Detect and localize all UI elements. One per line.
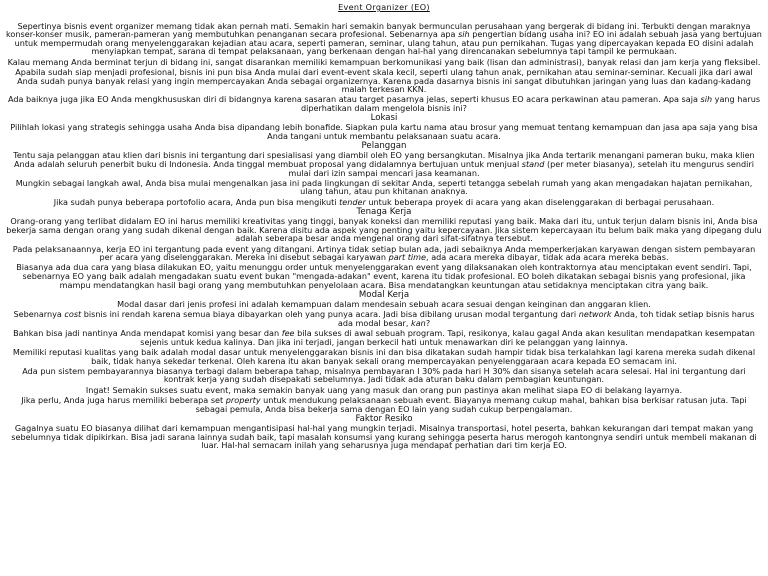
- section-heading: Modal Kerja: [358, 289, 410, 300]
- paragraph-text: Memiliki reputasi kualitas yang baik adalah modal dasar untuk menyelenggarakan bisnis ini dan bisa dikatakan sudah hampir tidak bisa terkalahkan lagi karena mereka sudah dikenal baik, tidak hanya sekedar terkenal. Oleh karena itu akan banyak sekali orang mempercayakan penyelenggaraan acara kepada EO semacam ini.: [12, 347, 756, 366]
- italic-term: network: [578, 309, 612, 320]
- paragraph: [6, 95, 762, 112]
- paragraph: [6, 424, 762, 450]
- paragraph-text: Ingat! Semakin sukses suatu event, maka semakin banyak uang yang masuk dan orang pun pastinya akan melihat siapa EO di belakang layarnya.: [85, 384, 683, 395]
- paragraph: [6, 217, 762, 243]
- paragraph-text: Anda, toh tidak setiap bisnis harus ada modal besar,: [337, 309, 755, 328]
- paragraph: [6, 22, 762, 56]
- paragraph-text: Apabila sudah siap menjadi profesional, bisnis ini pun bisa Anda mulai dari event-event skala kecil, seperti ulang tahun anak, pernikahan atau seminar-seminar. Kecuali jika dari awal Anda sudah punya banyak relasi yang ingin mempercayakan Anda sebagai organizernya. Karena pada dasarnya bisnis ini sangat dibutuhkan jaringan yang luas dan kadang-kadang malah terkesan KKN.: [15, 66, 753, 95]
- paragraph-text: Gagalnya suatu EO biasanya dilihat dari kemampuan mengantisipasi hal-hal yang mungkin terjadi. Misalnya transportasi, hotel peserta, bahkan kekurangan dari tempat makan yang sebelumnya tidak dipikirkan. Bisa jadi sarana lainnya sudah baik, tapi masalah konsumsi yang kurang sehingga peserta harus merogoh kantongnya sendiri untuk membeli makanan di luar. Hal-hal semacam inilah yang seharusnya juga mendapat perhatian dari tim kerja EO.: [11, 423, 757, 451]
- paragraph-text: untuk beberapa proyek di acara yang akan diselenggarakan di berbagai perusahaan.: [365, 196, 715, 207]
- paragraph: [6, 329, 762, 346]
- paragraph: [6, 300, 762, 309]
- paragraph-text: Pilihlah lokasi yang strategis sehingga usaha Anda bisa dipandang lebih bonafide. Siapkan pula kartu nama atau brosur yang memuat tentang kemampuan dan jasa apa saja yang bisa Anda tangani untuk membantu pelaksanaan suatu acara.: [10, 122, 758, 141]
- italic-term: sih: [700, 94, 713, 105]
- paragraph-text: Modal dasar dari jenis profesi ini adalah kemampuan dalam mendesain sebuah acara sesuai dengan keinginan dan anggaran klien.: [117, 298, 651, 309]
- paragraph-text: ?: [425, 317, 431, 328]
- paragraph: [6, 123, 762, 140]
- paragraph-text: , ada acara mereka dibayar, tidak ada acara mereka bebas.: [426, 252, 669, 263]
- paragraph: [6, 263, 762, 289]
- paragraph: [6, 245, 762, 262]
- paragraph: [6, 58, 762, 67]
- paragraph-text: (per meter biasanya), setelah itu mengurus sendiri mulai dari izin sampai mencari jasa keamanan.: [288, 158, 754, 178]
- paragraph-text: Sebenarnya: [13, 309, 65, 320]
- paragraph-text: Pada pelaksanaannya, kerja EO ini tergantung pada event yang ditangani. Artinya tidak setiap bulan ada, jadi sebaiknya Anda memperkerjakan karyawan dengan sistem pembayaran per acara yang diselenggarakan. Mereka ini disebut sebagai karyawan: [12, 243, 756, 263]
- italic-term: stand: [521, 158, 545, 169]
- italic-term: kan: [411, 317, 426, 328]
- italic-term: part time: [388, 252, 427, 263]
- italic-term: property: [225, 395, 261, 406]
- paragraph-text: yang harus diperhatikan dalam mengelola bisnis ini?: [301, 94, 761, 113]
- paragraph-text: Ada baiknya juga jika EO Anda mengkhususkan diri di bidangnya karena sasaran atau target pasarnya jelas, seperti khusus EO acara perkawinan atau pameran. Apa saja: [7, 94, 701, 105]
- paragraph-text: Orang-orang yang terlibat didalam EO ini harus memiliki kreativitas yang tinggi, banyak koneksi dan memiliki reputasi yang baik. Maka dari itu, untuk terjun dalam bisnis ini, Anda bisa bekerja sama dengan orang yang sudah dikenal dengan baik. Karena disitu ada aspek yang penting yaitu kepercayaan. Jika sistem kepercayaan itu belum baik maka yang dipegang dulu adalah seberapa besar anda mengenal orang dari sifat-sifatnya tersebut.: [6, 216, 762, 244]
- document-page: [6, 3, 762, 451]
- paragraph-text: pengertian bidang usaha ini? EO ini adalah sebuah jasa yang bertujuan untuk mempermudah orang menyelenggarakan kejadian atau acara, seperti pameran, seminar, ulang tahun, atau pun pernikahan. Tugas yang dipercayakan kepada EO disini adalah menyiapkan tempat, sarana di tempat pelaksanaan, yang berkenaan dengan hal-hal yang direncanakan sebelumnya tapi tampil ke permukaan.: [14, 29, 762, 57]
- paragraph-text: Jika perlu, Anda juga harus memiliki beberapa set: [21, 395, 226, 406]
- section-heading: Lokasi: [370, 113, 398, 124]
- paragraph: [6, 386, 762, 395]
- italic-term: fee: [281, 328, 295, 339]
- paragraph: [6, 396, 762, 413]
- paragraph: [6, 151, 762, 177]
- section-heading: Tenaga Kerja: [356, 206, 412, 217]
- section-heading: Pelanggan: [361, 141, 407, 152]
- paragraph-text: Sepertinya bisnis event organizer memang tidak akan pernah mati. Semakin hari semakin banyak bermunculan perusahaan yang bergerak di bidang ini. Terbukti dengan maraknya konser-konser musik, pameran-pameran yang membutuhkan penanganan secara profesional. Sebenarnya apa: [6, 20, 751, 40]
- paragraph: [6, 367, 762, 384]
- paragraph-text: bila sukses di awal sebuah program. Tapi, resikonya, kalau gagal Anda akan kesulitan mendapatkan kesempatan sejenis untuk kedua kalinya. Dan jika ini terjadi, jangan berkecil hati untuk menawarkan diri ke pelanggan yang lainnya.: [140, 328, 755, 347]
- paragraph: [6, 348, 762, 365]
- paragraph-text: Jika sudah punya beberapa portofolio acara, Anda pun bisa mengikuti: [53, 196, 340, 207]
- paragraph: [6, 310, 762, 327]
- paragraph-text: Bahkan bisa jadi nantinya Anda mendapat komisi yang besar dan: [13, 328, 282, 339]
- paragraph-text: Kalau memang Anda berminat terjun di bidang ini, sangat disarankan memiliki kemampuan berkomunikasi yang baik (lisan dan administrasi), banyak relasi dan jam kerja yang fleksibel.: [7, 56, 761, 67]
- paragraph: [6, 198, 762, 207]
- paragraph-text: Tentu saja pelanggan atau klien dari bisnis ini tergantung dari spesialisasi yang diambil oleh EO yang bersangkutan. Misalnya jika Anda tertarik menangani pameran buku, maka klien Anda adalah seluruh penerbit buku di Indonesia. Anda tinggal membuat proposal yang didalamnya bertujuan untuk menjual: [13, 150, 755, 169]
- paragraph-text: Biasanya ada dua cara yang biasa dilakukan EO, yaitu menunggu order untuk menyelenggarakan event yang dilaksanakan oleh kontraktornya atau menciptakan event sendiri. Tapi, sebenarnya EO yang baik adalah mengadakan suatu event bukan "mengada-adakan" event, karena itu tidak profesional. EO boleh dikatakan sebagai bisnis yang profesional, jika mampu mendatangkan hasil bagi orang yang membutuhkan penyelolaan acara. Bisa mendatangkan keuntungan atau setidaknya menciptakan citra yang baik.: [16, 262, 752, 290]
- italic-term: cost: [64, 309, 82, 320]
- paragraph: [6, 179, 762, 196]
- paragraph-text: Ada pun sistem pembayarannya biasanya terbagi dalam beberapa tahap, misalnya pembayaran I 30% pada hari H 30% dan sisanya setelah acara selesai. Hal ini tergantung dari kontrak kerja yang sudah disepakati sebelumnya. Jadi tidak ada aturan baku dalam pembagian keuntungan.: [22, 365, 746, 385]
- italic-term: tender: [339, 196, 366, 207]
- paragraph-text: untuk mendukung pelaksanaan sebuah event. Biayanya memang cukup mahal, bahkan bisa berkisar ratusan juta. Tapi sebagai pemula, Anda bisa bekerja sama dengan EO lain yang sudah cukup berpengalaman.: [195, 395, 747, 414]
- section-heading: Faktor Resiko: [355, 413, 413, 424]
- paragraph-text: bisnis ini rendah karena semua biaya dibayarkan oleh yang punya acara. Jadi bisa dibilang urusan modal tergantung dari: [81, 309, 579, 320]
- paragraph-text: Mungkin sebagai langkah awal, Anda bisa mulai mengenalkan jasa ini pada lingkungan di sekitar Anda, seperti tetangga sebelah rumah yang akan mengadakan hajatan pernikahan, ulang tahun, atau pun khitanan anaknya.: [15, 177, 753, 197]
- document-body: [6, 22, 762, 450]
- paragraph: [6, 68, 762, 94]
- italic-term: sih: [458, 29, 470, 40]
- document-title: Event Organizer (EO): [338, 2, 430, 12]
